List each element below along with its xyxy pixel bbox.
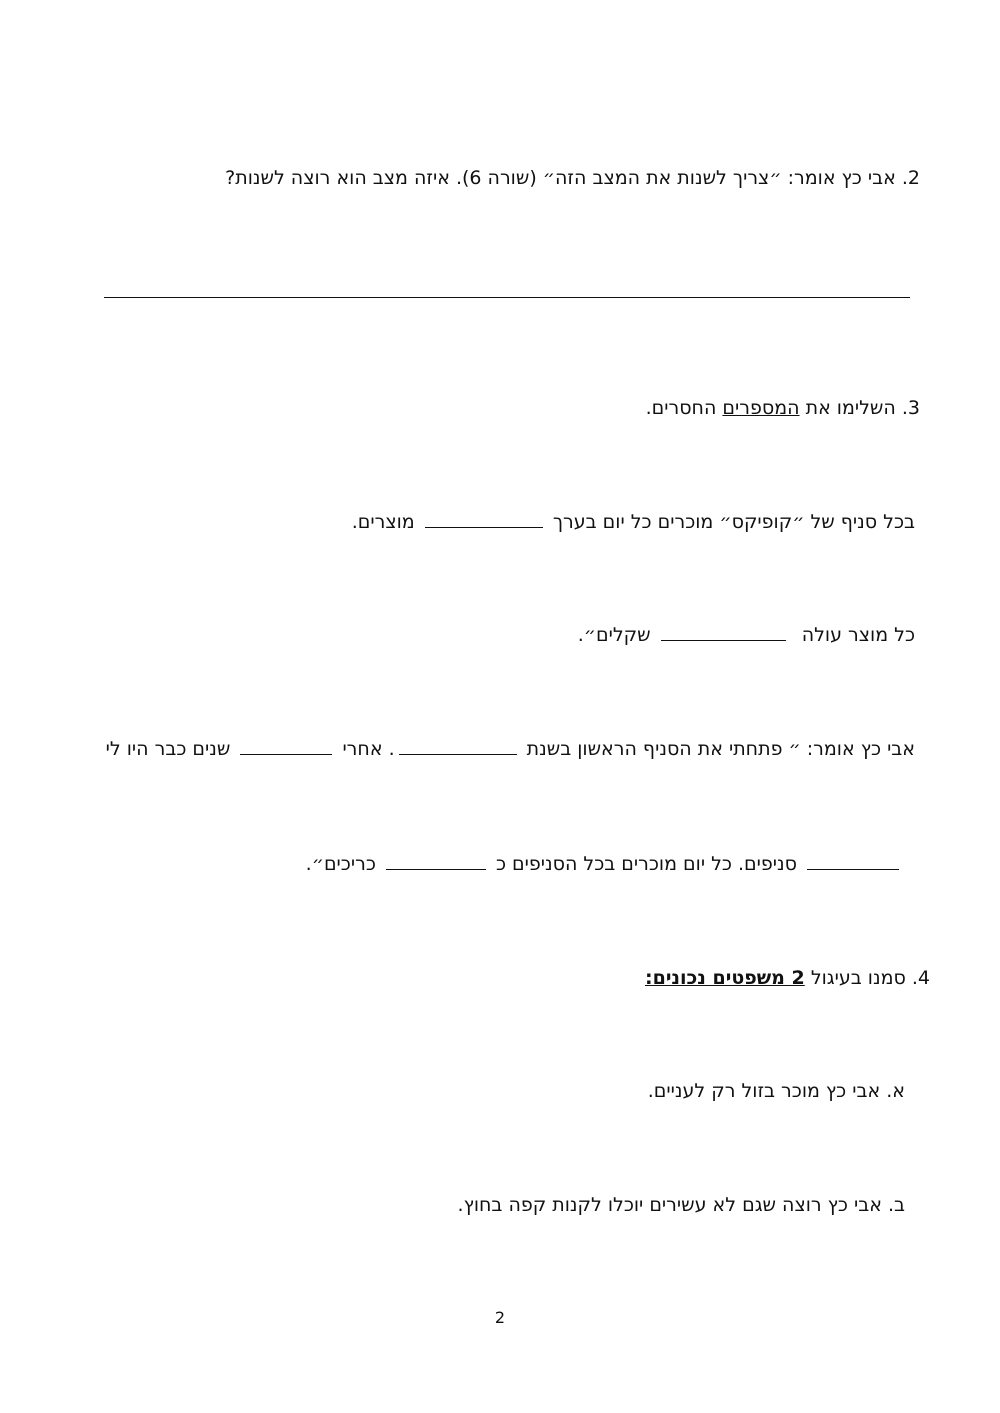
question-3-number: 3.	[901, 397, 920, 419]
option-a-text: א. אבי כץ מוכר בזול רק לעניים.	[647, 1080, 905, 1102]
option-b-text: ב. אבי כץ רוצה שגם לא עשירים יוכלו לקנות קפה בחוץ.	[457, 1194, 905, 1216]
question-3-pre: השלימו את	[805, 397, 896, 419]
question-4-pre: סמנו בעיגול	[810, 967, 906, 989]
answer-line-q2[interactable]	[104, 297, 910, 298]
fill-line-3	[106, 736, 915, 761]
question-3-heading	[646, 396, 920, 420]
option-b[interactable]	[458, 1193, 905, 1217]
fill-line-2-text-b: שקלים״.	[577, 624, 651, 646]
question-4-post: :	[644, 967, 653, 989]
question-4-number: 4.	[911, 967, 930, 989]
fill-line-4-text-a: סניפים. כל יום מוכרים בכל הסניפים כ	[495, 853, 797, 875]
fill-line-1-text-a: בכל סניף של ״קופיקס״ מוכרים כל יום בערך	[552, 511, 915, 533]
question-3-underlined: המספרים	[722, 397, 800, 419]
page-number: 2	[494, 1308, 506, 1327]
question-3-post: החסרים.	[645, 397, 717, 419]
question-2-text: 2. אבי כץ אומר: ״צריך לשנות את המצב הזה״ (שורה 6). איזה מצב הוא רוצה לשנות?	[225, 167, 920, 189]
fill-blank-sandwiches[interactable]	[386, 851, 486, 870]
fill-blank-products-per-day[interactable]	[425, 509, 543, 528]
fill-line-1	[352, 509, 915, 534]
fill-line-2	[578, 622, 915, 647]
fill-line-4	[306, 851, 903, 876]
question-4-heading	[645, 966, 930, 990]
fill-blank-price[interactable]	[661, 622, 786, 641]
option-a[interactable]	[648, 1079, 905, 1103]
fill-line-3-text-b: . אחרי	[342, 738, 395, 760]
fill-line-3-text-c: שנים כבר היו לי	[105, 738, 231, 760]
fill-line-2-text-a: כל מוצר עולה	[801, 624, 915, 646]
question-4-emphasis: 2 משפטים נכונים	[652, 967, 805, 989]
fill-line-4-text-b: כריכים״.	[305, 853, 376, 875]
fill-line-3-text-a: אבי כץ אומר: ״ פתחתי את הסניף הראשון בשנת	[526, 738, 915, 760]
question-2	[225, 166, 920, 190]
fill-blank-year[interactable]	[399, 736, 517, 755]
fill-blank-branches[interactable]	[807, 851, 899, 870]
fill-line-1-text-b: מוצרים.	[351, 511, 415, 533]
fill-blank-years[interactable]	[240, 736, 332, 755]
